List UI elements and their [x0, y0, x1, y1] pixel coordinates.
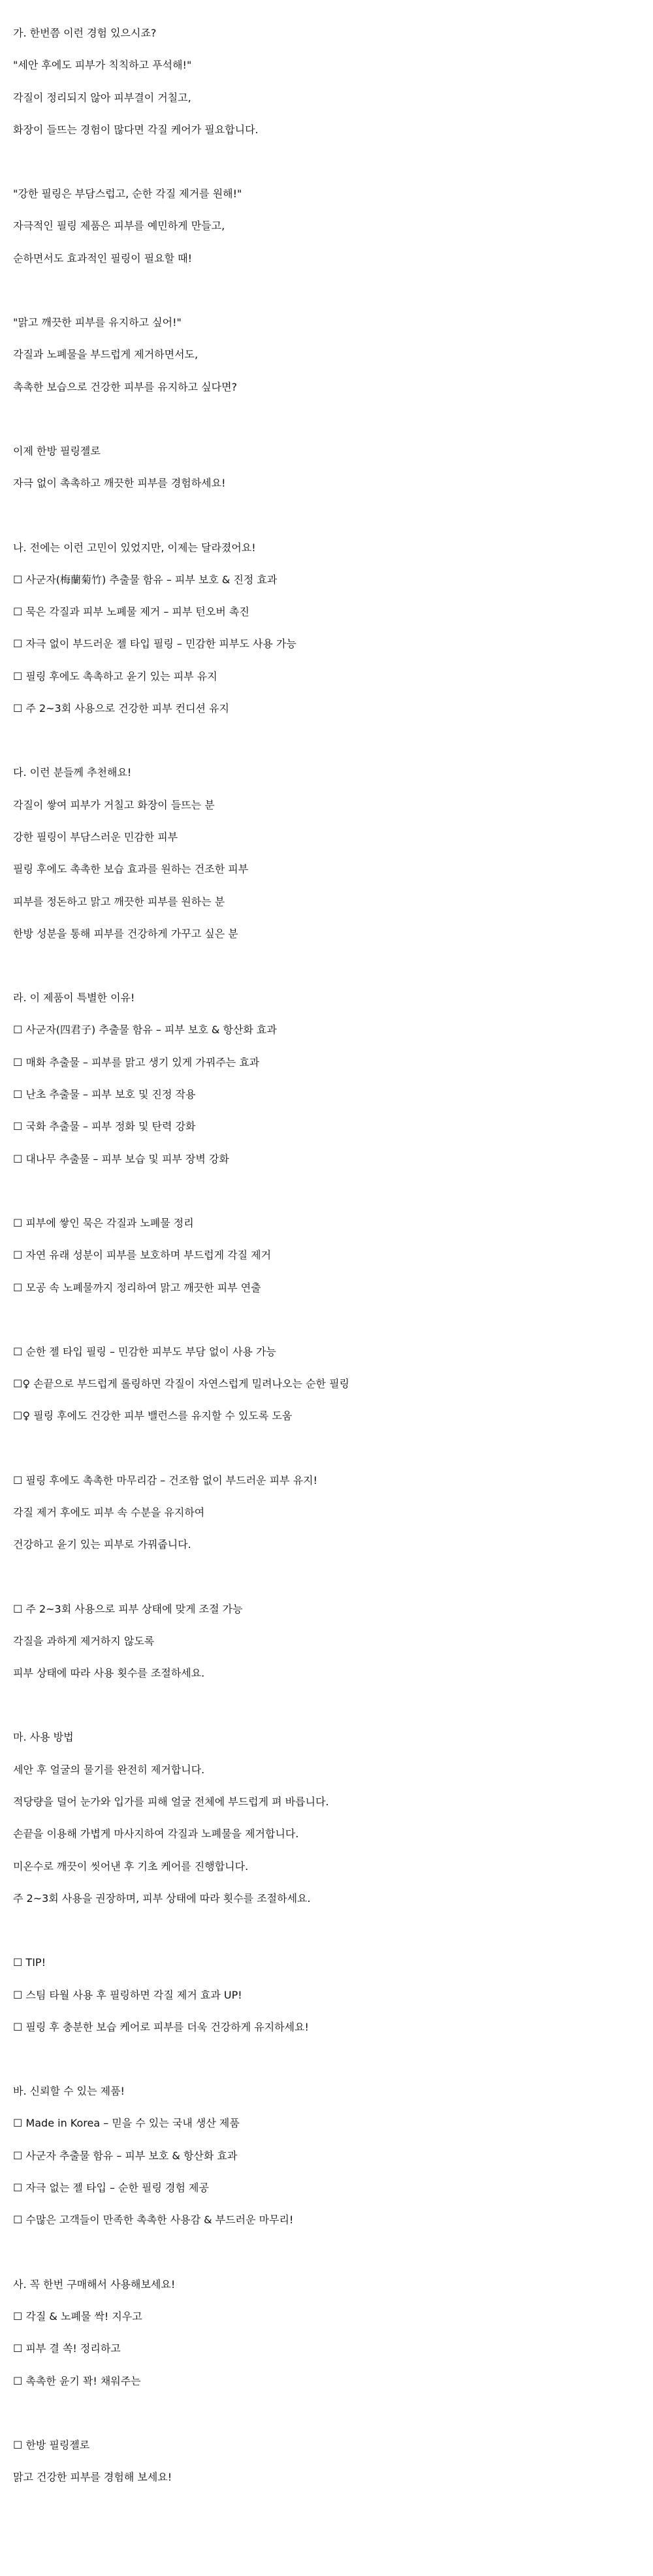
text-line: ☐ 촉촉한 윤기 꽉! 채워주는 [13, 2374, 141, 2387]
text-line: ☐ 필링 후에도 촉촉한 마무리감 – 건조함 없이 부드러운 피부 유지! [13, 1473, 318, 1487]
text-section [13, 2429, 653, 2494]
text-section [13, 532, 653, 725]
text-section [13, 1593, 653, 1690]
text-line: 사. 꼭 한번 구매해서 사용해보세요! [13, 2278, 176, 2291]
text-line: ☐ 각질 & 노폐물 싹! 지우고 [13, 2310, 142, 2323]
text-line: ☐ 사군자 추출물 함유 – 피부 보호 & 항산화 효과 [13, 2149, 238, 2162]
text-line: 나. 전에는 이런 고민이 있었지만, 이제는 달라졌어요! [13, 541, 256, 554]
text-line: ☐ 주 2~3회 사용으로 피부 상태에 맞게 조절 가능 [13, 1602, 243, 1615]
text-line: ☐ 난초 추출물 – 피부 보호 및 진정 작용 [13, 1088, 196, 1101]
text-line: 손끝을 이용해 가볍게 마사지하여 각질과 노폐물을 제거합니다. [13, 1827, 299, 1841]
text-section [13, 306, 653, 403]
text-section [13, 17, 653, 146]
text-line: ☐ 사군자(四君子) 추출물 함유 – 피부 보호 & 항산화 효과 [13, 1023, 277, 1037]
text-line: 강한 필링이 부담스러운 민감한 피부 [13, 830, 178, 843]
text-line: "세안 후에도 피부가 칙칙하고 푸석해!" [13, 59, 192, 72]
text-line: ☐ 국화 추출물 – 피부 정화 및 탄력 강화 [13, 1120, 196, 1133]
text-line: 필링 후에도 촉촉한 보습 효과를 원하는 건조한 피부 [13, 863, 249, 876]
text-line: 각질과 노폐물을 부드럽게 제거하면서도, [13, 348, 199, 361]
text-line: ☐ 필링 후에도 촉촉하고 윤기 있는 피부 유지 [13, 669, 217, 683]
text-line: 건강하고 윤기 있는 피부로 가꿔줍니다. [13, 1538, 191, 1551]
text-line: ☐ 자극 없는 젤 타입 – 순한 필링 경험 제공 [13, 2182, 209, 2195]
text-line: ☐ 주 2~3회 사용으로 건강한 피부 컨디션 유지 [13, 702, 230, 715]
text-line: 맑고 건강한 피부를 경험해 보세요! [13, 2471, 172, 2484]
text-line: ☐ 묵은 각질과 피부 노폐물 제거 – 피부 턴오버 촉진 [13, 605, 249, 619]
text-line: 주 2~3회 사용을 권장하며, 피부 상태에 따라 횟수를 조절하세요. [13, 1892, 311, 1905]
text-section [13, 1946, 653, 2043]
text-line: 이제 한방 필링젤로 [13, 444, 101, 457]
text-section [13, 1464, 653, 1561]
text-section [13, 2075, 653, 2236]
text-line: 피부 상태에 따라 사용 횟수를 조절하세요. [13, 1667, 205, 1680]
text-line: 가. 한번쯤 이런 경험 있으시죠? [13, 27, 157, 39]
text-line: 각질이 쌓여 피부가 거칠고 화장이 들뜨는 분 [13, 798, 215, 811]
text-line: ☐♀ 손끝으로 부드럽게 롤링하면 각질이 자연스럽게 밀려나오는 순한 필링 [13, 1377, 349, 1391]
text-line: ☐ 피부 결 쏙! 정리하고 [13, 2342, 121, 2355]
text-line: ☐ Made in Korea – 믿을 수 있는 국내 생산 제품 [13, 2117, 240, 2130]
text-line: ☐ 스팀 타월 사용 후 필링하면 각질 제거 효과 UP! [13, 1988, 242, 2001]
text-line: ☐ 대나무 추출물 – 피부 보습 및 피부 장벽 강화 [13, 1152, 229, 1165]
text-section [13, 2268, 653, 2397]
text-line: 마. 사용 방법 [13, 1731, 74, 1744]
text-line: ☐ 자극 없이 부드러운 젤 타입 필링 – 민감한 피부도 사용 가능 [13, 637, 296, 651]
text-line: "맑고 깨끗한 피부를 유지하고 싶어!" [13, 316, 182, 329]
text-line: ☐ TIP! [13, 1956, 46, 1969]
text-line: 자극적인 필링 제품은 피부를 예민하게 만들고, [13, 219, 225, 233]
text-section [13, 1336, 653, 1432]
text-section [13, 756, 653, 950]
text-line: ☐ 피부에 쌓인 묵은 각질과 노폐물 정리 [13, 1216, 194, 1229]
text-line: ☐ 매화 추출물 – 피부를 맑고 생기 있게 가꿔주는 효과 [13, 1055, 260, 1069]
text-section [13, 1721, 653, 1914]
text-line: ☐ 자연 유래 성분이 피부를 보호하며 부드럽게 각질 제거 [13, 1249, 272, 1262]
text-line: 각질을 과하게 제거하지 않도록 [13, 1634, 155, 1647]
text-line: 라. 이 제품이 특별한 이유! [13, 991, 135, 1005]
text-line: 미온수로 깨끗이 씻어낸 후 기초 케어를 진행합니다. [13, 1860, 249, 1873]
text-line: 각질이 정리되지 않아 피부결이 거칠고, [13, 91, 191, 104]
text-line: ☐ 필링 후 충분한 보습 케어로 피부를 더욱 건강하게 유지하세요! [13, 2020, 309, 2033]
text-section [13, 178, 653, 274]
text-line: 각질 제거 후에도 피부 속 수분을 유지하여 [13, 1505, 205, 1519]
text-line: 순하면서도 효과적인 필링이 필요할 때! [13, 251, 193, 265]
text-line: 자극 없이 촉촉하고 깨끗한 피부를 경험하세요! [13, 477, 226, 490]
text-line: 다. 이런 분들께 추천해요! [13, 766, 132, 779]
text-section [13, 435, 653, 500]
text-line: 한방 성분을 통해 피부를 건강하게 가꾸고 싶은 분 [13, 927, 238, 940]
text-line: "강한 필링은 부담스럽고, 순한 각질 제거를 원해!" [13, 187, 242, 201]
text-line: 화장이 들뜨는 경험이 많다면 각질 케어가 필요합니다. [13, 123, 259, 136]
text-section [13, 982, 653, 1175]
text-line: 적당량을 덜어 눈가와 입가를 피해 얼굴 전체에 부드럽게 펴 바릅니다. [13, 1795, 329, 1809]
text-line: ☐♀ 필링 후에도 건강한 피부 밸런스를 유지할 수 있도록 도움 [13, 1409, 293, 1423]
text-line: 촉촉한 보습으로 건강한 피부를 유지하고 싶다면? [13, 380, 238, 393]
text-line: ☐ 모공 속 노폐물까지 정리하여 맑고 깨끗한 피부 연출 [13, 1281, 261, 1294]
text-section [13, 1207, 653, 1304]
text-line: 피부를 정돈하고 맑고 깨끗한 피부를 원하는 분 [13, 895, 225, 908]
text-line: 바. 신뢰할 수 있는 제품! [13, 2085, 125, 2098]
text-line: ☐ 사군자(梅蘭菊竹) 추출물 함유 – 피부 보호 & 진정 효과 [13, 573, 278, 586]
text-line: ☐ 한방 필링젤로 [13, 2438, 90, 2451]
text-line: ☐ 순한 젤 타입 필링 – 민감한 피부도 부담 없이 사용 가능 [13, 1345, 276, 1358]
text-line: 세안 후 얼굴의 물기를 완전히 제거합니다. [13, 1763, 205, 1776]
text-line: ☐ 수많은 고객들이 만족한 촉촉한 사용감 & 부드러운 마무리! [13, 2214, 294, 2227]
